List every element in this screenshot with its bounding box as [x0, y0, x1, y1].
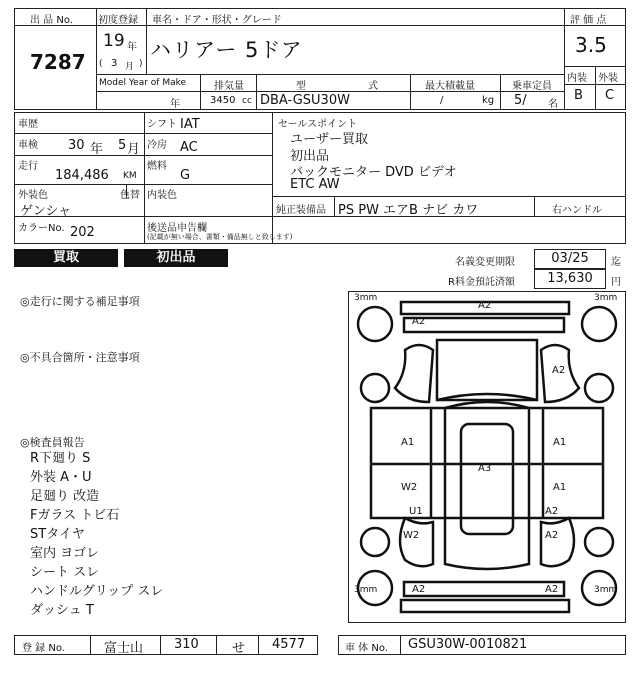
load-value: / — [440, 95, 444, 106]
damage-mark: A2 — [478, 300, 492, 311]
damage-mark: A2 — [545, 506, 559, 517]
corner-mark-br: 3mm — [594, 585, 618, 595]
fuel-label: 燃料 — [147, 161, 167, 172]
name-change-unit: 迄 — [611, 257, 621, 268]
docs-label: 後送品申告欄 — [147, 223, 207, 234]
damage-mark: A1 — [553, 437, 567, 448]
displacement-unit: cc — [242, 96, 252, 106]
inspection-label: 車検 — [18, 140, 38, 151]
chassis-value: GSU30W-0010821 — [408, 637, 528, 652]
inspection-month: 5 — [118, 138, 127, 153]
first-reg-year-unit: 年 — [127, 42, 137, 53]
corner-mark-tr: 3mm — [594, 293, 618, 303]
name-change-label: 名義変更期限 — [455, 257, 515, 268]
reg-kana: せ — [232, 641, 246, 656]
load-unit: kg — [482, 95, 495, 106]
recycle-value: 13,630 — [534, 269, 606, 289]
docs-note: (記載が無い場合、書類・備品無しと致します) — [147, 233, 293, 241]
int-color-label: 内装色 — [147, 190, 177, 201]
inspector-line: 足廻り 改造 — [30, 489, 100, 504]
shift-value: IAT — [180, 117, 200, 132]
mileage-unit: KM — [123, 171, 137, 181]
history-label: 車歴 — [18, 119, 38, 130]
damage-mark: W2 — [403, 530, 420, 541]
sales-line-2: 初出品 — [290, 149, 330, 164]
load-label: 最大積載量 — [425, 81, 475, 92]
equipment-value: PS PW エアB ナビ カワ — [338, 203, 479, 218]
inspector-line: Fガラス トビ石 — [30, 508, 120, 523]
interior-grade: B — [574, 88, 583, 103]
chassis-label: 車 体 No. — [345, 643, 388, 654]
sales-point-label: セールスポイント — [278, 119, 358, 130]
inspection-year-unit: 年 — [90, 142, 104, 157]
recycle-unit: 円 — [611, 277, 621, 288]
mileage-value: 184,486 — [55, 168, 109, 183]
reg-number: 4577 — [272, 637, 306, 652]
score-value: 3.5 — [575, 33, 607, 57]
driving-notes-title: ◎走行に関する補足事項 — [20, 295, 140, 308]
capacity-label: 乗車定員 — [512, 81, 552, 92]
score-label: 評 価 点 — [570, 15, 607, 26]
damage-mark: A2 — [552, 365, 566, 376]
inspector-line: 外装 A・U — [30, 470, 92, 485]
model-year-label: Model Year of Make — [99, 78, 187, 88]
damage-mark: U1 — [409, 506, 423, 517]
inspector-line: ダッシュ T — [30, 603, 94, 618]
lot-number: 7287 — [30, 50, 86, 74]
steering-value: 右ハンドル — [552, 205, 602, 216]
tag-first-listing: 初出品 — [124, 249, 228, 267]
recycle-label: R料金預託済額 — [448, 277, 515, 288]
mileage-label: 走行 — [18, 161, 38, 172]
reg-label: 登 録 No. — [22, 643, 65, 654]
fuel-value: G — [180, 168, 191, 183]
car-diagram — [348, 291, 626, 623]
sales-line-1: ユーザー買取 — [290, 132, 369, 147]
corner-mark-bl: 3mm — [354, 585, 378, 595]
corner-mark-tl: 3mm — [354, 293, 378, 303]
sales-line-4: ETC AW — [290, 177, 340, 192]
first-reg-month-open: ( — [99, 59, 103, 69]
first-reg-label: 初度登録 — [98, 15, 138, 26]
reg-class: 310 — [174, 637, 199, 652]
type-label-1: 型 — [296, 81, 306, 92]
first-reg-month-close: ) — [139, 59, 143, 69]
exterior-label: 外装 — [598, 73, 618, 84]
displacement-label: 排気量 — [214, 81, 244, 92]
first-reg-year: 19 — [103, 31, 125, 51]
interior-label: 内装 — [567, 73, 587, 84]
damage-mark: A2 — [412, 316, 426, 327]
car-name: ハリアー 5ドア — [150, 38, 303, 62]
sales-line-3: バックモニター DVD ビデオ — [290, 165, 457, 180]
damage-mark: A2 — [545, 584, 559, 595]
exterior-grade: C — [605, 88, 615, 103]
reg-place: 富士山 — [104, 641, 144, 656]
inspector-title: ◎検査員報告 — [20, 436, 85, 449]
damage-mark: A1 — [401, 437, 415, 448]
inspector-line: 室内 ヨゴレ — [30, 546, 100, 561]
inspector-line: シート スレ — [30, 565, 100, 580]
lot-label: 出 品 No. — [30, 15, 73, 26]
capacity-unit: 名 — [548, 99, 558, 110]
damage-mark: A2 — [545, 530, 559, 541]
inspector-line: STタイヤ — [30, 527, 85, 542]
first-reg-month-unit: 月 — [125, 62, 135, 72]
car-outline — [349, 292, 625, 622]
damage-mark: A1 — [553, 482, 567, 493]
color-no-label: カラーNo. — [18, 223, 65, 234]
shift-label: シフト — [147, 119, 177, 130]
inspector-line: ハンドルグリップ スレ — [30, 584, 164, 599]
ext-color-label: 外装色 — [18, 190, 48, 201]
damage-mark: A3 — [478, 463, 492, 474]
first-reg-month: 3 — [111, 58, 118, 69]
color-no-value: 202 — [70, 225, 95, 240]
equipment-label: 純正装備品 — [276, 205, 326, 216]
defects-title: ◎不具合箇所・注意事項 — [20, 351, 140, 364]
car-name-label: 車名・ドア・形状・グレード — [152, 15, 282, 26]
displacement-value: 3450 — [210, 95, 236, 106]
inspection-month-unit: 月 — [127, 142, 141, 157]
color-change-label: 色替 — [120, 190, 140, 201]
name-change-value: 03/25 — [534, 249, 606, 269]
capacity-value: 5/ — [514, 93, 527, 108]
inspection-year: 30 — [68, 138, 85, 153]
ac-value: AC — [180, 140, 198, 155]
model-code: DBA-GSU30W — [260, 93, 350, 108]
type-label-2: 式 — [368, 81, 378, 92]
damage-mark: A2 — [412, 584, 426, 595]
damage-mark: W2 — [401, 482, 418, 493]
tag-kaitori: 買取 — [14, 249, 118, 267]
ext-color-value: ゲンシャ — [20, 204, 72, 219]
inspector-line: R下廻り S — [30, 451, 91, 466]
model-year-unit: 年 — [170, 99, 180, 110]
ac-label: 冷房 — [147, 140, 167, 151]
